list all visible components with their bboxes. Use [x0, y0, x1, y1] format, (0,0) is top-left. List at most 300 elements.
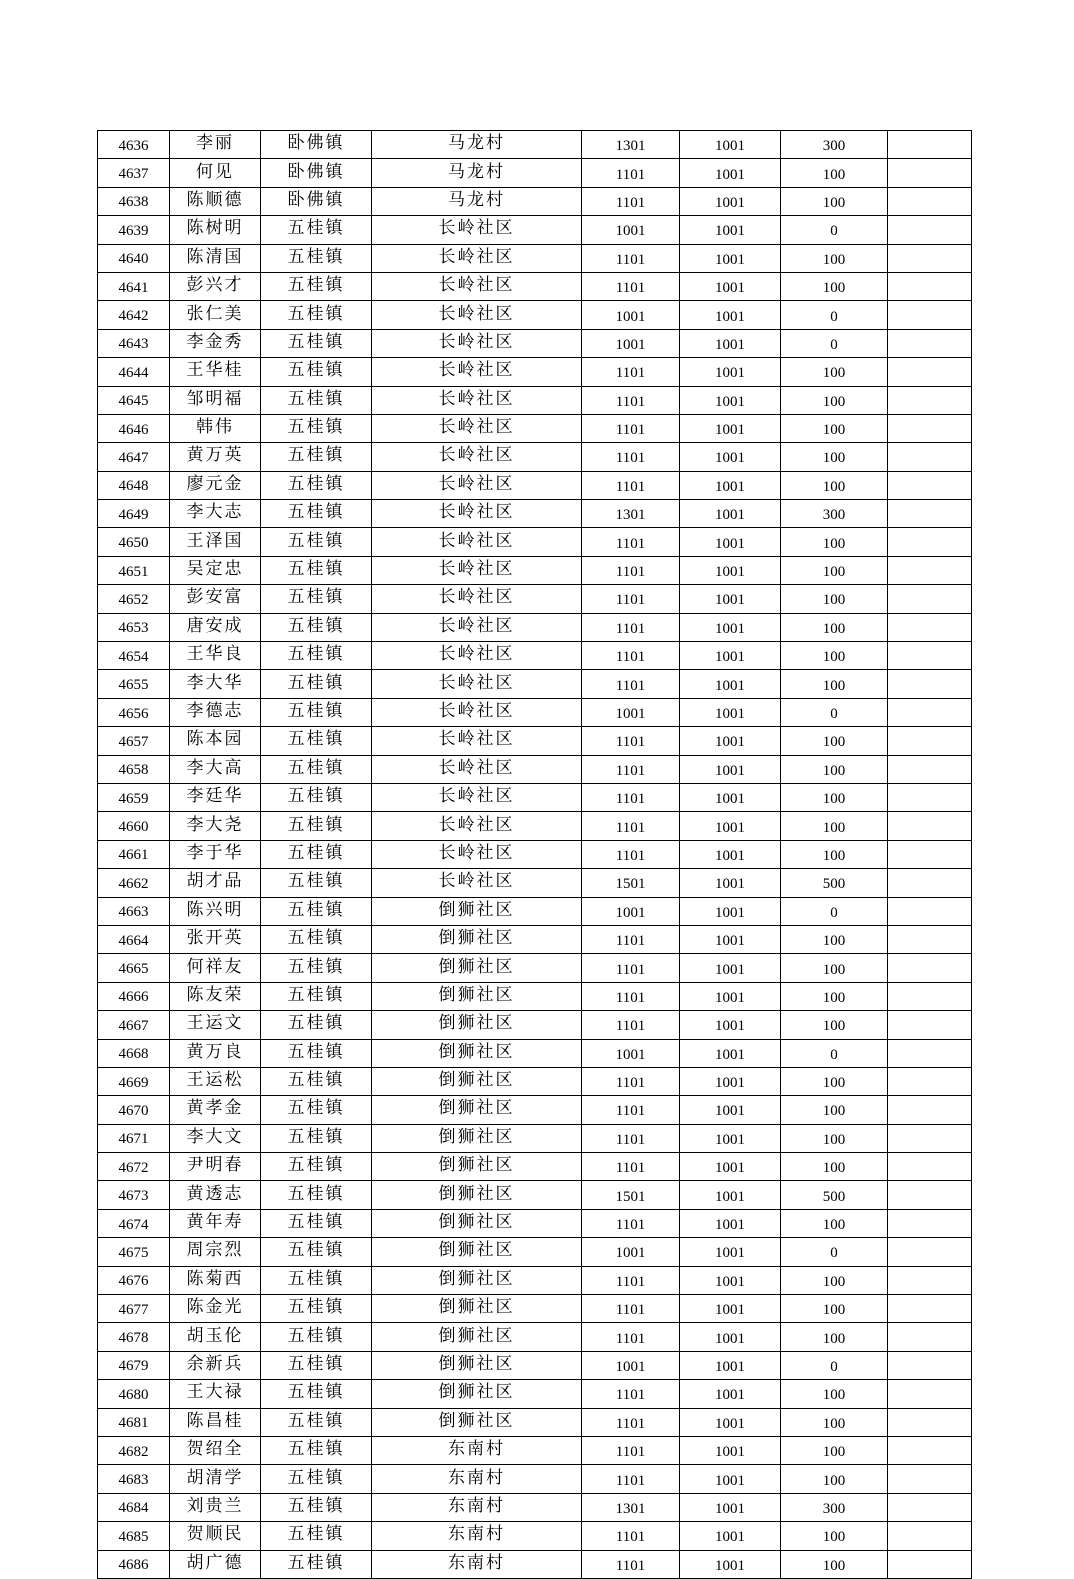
table-row: [98, 1067, 972, 1095]
town-cell: 五桂镇: [261, 755, 372, 783]
name-cell: 周宗烈: [170, 1238, 261, 1266]
code-b-cell: 1001: [680, 1266, 781, 1294]
code-b-cell: 1001: [680, 954, 781, 982]
amount-cell: 100: [781, 556, 888, 584]
name-cell: 陈菊西: [170, 1266, 261, 1294]
code-a-cell: 1101: [582, 386, 680, 414]
row-number-cell: 4657: [98, 727, 170, 755]
village-cell: 东南村: [372, 1522, 582, 1550]
village-cell: 东南村: [372, 1493, 582, 1521]
town-cell: 五桂镇: [261, 1380, 372, 1408]
name-cell: 王华良: [170, 642, 261, 670]
amount-cell: 100: [781, 727, 888, 755]
village-cell: 长岭社区: [372, 812, 582, 840]
code-b-cell: 1001: [680, 1153, 781, 1181]
code-a-cell: 1001: [582, 1351, 680, 1379]
table-row: [98, 1266, 972, 1294]
code-b-cell: 1001: [680, 443, 781, 471]
row-number-cell: 4638: [98, 187, 170, 215]
town-cell: 五桂镇: [261, 414, 372, 442]
name-cell: 王运松: [170, 1067, 261, 1095]
town-cell: 五桂镇: [261, 386, 372, 414]
amount-cell: 0: [781, 329, 888, 357]
town-cell: 五桂镇: [261, 1436, 372, 1464]
village-cell: 倒狮社区: [372, 1096, 582, 1124]
table-row: [98, 1380, 972, 1408]
town-cell: 五桂镇: [261, 358, 372, 386]
row-number-cell: 4669: [98, 1067, 170, 1095]
table-row: [98, 301, 972, 329]
town-cell: 五桂镇: [261, 244, 372, 272]
table-row: [98, 727, 972, 755]
code-b-cell: 1001: [680, 613, 781, 641]
code-b-cell: 1001: [680, 698, 781, 726]
code-a-cell: 1101: [582, 812, 680, 840]
code-a-cell: 1101: [582, 783, 680, 811]
table-row: [98, 869, 972, 897]
amount-cell: 100: [781, 1266, 888, 1294]
village-cell: 倒狮社区: [372, 1067, 582, 1095]
town-cell: 五桂镇: [261, 471, 372, 499]
town-cell: 五桂镇: [261, 1493, 372, 1521]
town-cell: 五桂镇: [261, 1295, 372, 1323]
name-cell: 陈金光: [170, 1295, 261, 1323]
town-cell: 卧佛镇: [261, 187, 372, 215]
town-cell: 卧佛镇: [261, 131, 372, 159]
amount-cell: 300: [781, 500, 888, 528]
row-number-cell: 4651: [98, 556, 170, 584]
code-b-cell: 1001: [680, 1124, 781, 1152]
row-number-cell: 4643: [98, 329, 170, 357]
code-a-cell: 1101: [582, 556, 680, 584]
village-cell: 马龙村: [372, 159, 582, 187]
code-b-cell: 1001: [680, 216, 781, 244]
code-a-cell: 1101: [582, 727, 680, 755]
table-row: [98, 272, 972, 300]
remark-cell: [888, 443, 972, 471]
village-cell: 倒狮社区: [372, 1408, 582, 1436]
name-cell: 唐安成: [170, 613, 261, 641]
village-cell: 长岭社区: [372, 272, 582, 300]
code-b-cell: 1001: [680, 1465, 781, 1493]
village-cell: 长岭社区: [372, 528, 582, 556]
table-row: [98, 1181, 972, 1209]
village-cell: 长岭社区: [372, 840, 582, 868]
table-row: [98, 500, 972, 528]
code-b-cell: 1001: [680, 925, 781, 953]
town-cell: 五桂镇: [261, 1209, 372, 1237]
code-a-cell: 1001: [582, 301, 680, 329]
code-b-cell: 1001: [680, 755, 781, 783]
code-a-cell: 1101: [582, 1124, 680, 1152]
remark-cell: [888, 897, 972, 925]
village-cell: 马龙村: [372, 131, 582, 159]
amount-cell: 100: [781, 670, 888, 698]
village-cell: 倒狮社区: [372, 897, 582, 925]
amount-cell: 100: [781, 159, 888, 187]
town-cell: 五桂镇: [261, 670, 372, 698]
remark-cell: [888, 1011, 972, 1039]
table-row: [98, 131, 972, 159]
amount-cell: 100: [781, 1323, 888, 1351]
town-cell: 五桂镇: [261, 1011, 372, 1039]
code-a-cell: 1101: [582, 925, 680, 953]
village-cell: 东南村: [372, 1550, 582, 1578]
name-cell: 彭兴才: [170, 272, 261, 300]
name-cell: 张仁美: [170, 301, 261, 329]
table-row: [98, 783, 972, 811]
town-cell: 五桂镇: [261, 642, 372, 670]
remark-cell: [888, 272, 972, 300]
amount-cell: 100: [781, 528, 888, 556]
remark-cell: [888, 216, 972, 244]
town-cell: 五桂镇: [261, 443, 372, 471]
table-row: [98, 897, 972, 925]
town-cell: 五桂镇: [261, 1351, 372, 1379]
village-cell: 倒狮社区: [372, 1238, 582, 1266]
remark-cell: [888, 670, 972, 698]
amount-cell: 100: [781, 1380, 888, 1408]
name-cell: 李金秀: [170, 329, 261, 357]
table-row: [98, 1408, 972, 1436]
remark-cell: [888, 840, 972, 868]
remark-cell: [888, 244, 972, 272]
town-cell: 五桂镇: [261, 812, 372, 840]
amount-cell: 100: [781, 613, 888, 641]
amount-cell: 100: [781, 1067, 888, 1095]
code-b-cell: 1001: [680, 670, 781, 698]
table-row: [98, 471, 972, 499]
table-row: [98, 358, 972, 386]
name-cell: 王泽国: [170, 528, 261, 556]
row-number-cell: 4637: [98, 159, 170, 187]
code-b-cell: 1001: [680, 1181, 781, 1209]
remark-cell: [888, 1436, 972, 1464]
name-cell: 尹明春: [170, 1153, 261, 1181]
town-cell: 五桂镇: [261, 1550, 372, 1578]
village-cell: 长岭社区: [372, 443, 582, 471]
amount-cell: 100: [781, 471, 888, 499]
amount-cell: 100: [781, 1209, 888, 1237]
amount-cell: 100: [781, 783, 888, 811]
row-number-cell: 4660: [98, 812, 170, 840]
name-cell: 王大禄: [170, 1380, 261, 1408]
row-number-cell: 4679: [98, 1351, 170, 1379]
row-number-cell: 4650: [98, 528, 170, 556]
code-b-cell: 1001: [680, 471, 781, 499]
table-row: [98, 1323, 972, 1351]
code-a-cell: 1301: [582, 500, 680, 528]
amount-cell: 100: [781, 244, 888, 272]
amount-cell: 100: [781, 812, 888, 840]
code-a-cell: 1101: [582, 1436, 680, 1464]
row-number-cell: 4675: [98, 1238, 170, 1266]
code-a-cell: 1001: [582, 1238, 680, 1266]
remark-cell: [888, 1465, 972, 1493]
name-cell: 陈友荣: [170, 982, 261, 1010]
remark-cell: [888, 1067, 972, 1095]
code-a-cell: 1101: [582, 670, 680, 698]
row-number-cell: 4671: [98, 1124, 170, 1152]
amount-cell: 100: [781, 272, 888, 300]
row-number-cell: 4684: [98, 1493, 170, 1521]
village-cell: 倒狮社区: [372, 1181, 582, 1209]
row-number-cell: 4681: [98, 1408, 170, 1436]
row-number-cell: 4668: [98, 1039, 170, 1067]
name-cell: 韩伟: [170, 414, 261, 442]
code-a-cell: 1101: [582, 1067, 680, 1095]
code-a-cell: 1101: [582, 159, 680, 187]
code-b-cell: 1001: [680, 1067, 781, 1095]
name-cell: 吴定忠: [170, 556, 261, 584]
code-b-cell: 1001: [680, 1238, 781, 1266]
row-number-cell: 4672: [98, 1153, 170, 1181]
code-b-cell: 1001: [680, 528, 781, 556]
amount-cell: 100: [781, 1295, 888, 1323]
code-b-cell: 1001: [680, 982, 781, 1010]
name-cell: 余新兵: [170, 1351, 261, 1379]
town-cell: 五桂镇: [261, 869, 372, 897]
town-cell: 五桂镇: [261, 982, 372, 1010]
village-cell: 倒狮社区: [372, 1266, 582, 1294]
village-cell: 长岭社区: [372, 556, 582, 584]
table-row: [98, 386, 972, 414]
table-row: [98, 954, 972, 982]
row-number-cell: 4641: [98, 272, 170, 300]
name-cell: 何见: [170, 159, 261, 187]
amount-cell: 300: [781, 1493, 888, 1521]
name-cell: 王华桂: [170, 358, 261, 386]
code-b-cell: 1001: [680, 244, 781, 272]
row-number-cell: 4648: [98, 471, 170, 499]
village-cell: 长岭社区: [372, 585, 582, 613]
name-cell: 黄透志: [170, 1181, 261, 1209]
code-a-cell: 1501: [582, 869, 680, 897]
name-cell: 张开英: [170, 925, 261, 953]
table-row: [98, 670, 972, 698]
town-cell: 五桂镇: [261, 840, 372, 868]
table-row: [98, 187, 972, 215]
town-cell: 五桂镇: [261, 1181, 372, 1209]
town-cell: 五桂镇: [261, 1096, 372, 1124]
table-row: [98, 1039, 972, 1067]
town-cell: 五桂镇: [261, 1266, 372, 1294]
village-cell: 长岭社区: [372, 783, 582, 811]
row-number-cell: 4682: [98, 1436, 170, 1464]
remark-cell: [888, 159, 972, 187]
name-cell: 彭安富: [170, 585, 261, 613]
code-a-cell: 1001: [582, 216, 680, 244]
amount-cell: 100: [781, 386, 888, 414]
code-a-cell: 1101: [582, 1323, 680, 1351]
row-number-cell: 4663: [98, 897, 170, 925]
amount-cell: 500: [781, 1181, 888, 1209]
name-cell: 李大志: [170, 500, 261, 528]
code-a-cell: 1101: [582, 1011, 680, 1039]
code-a-cell: 1101: [582, 1096, 680, 1124]
remark-cell: [888, 528, 972, 556]
code-b-cell: 1001: [680, 812, 781, 840]
amount-cell: 0: [781, 897, 888, 925]
name-cell: 胡玉伦: [170, 1323, 261, 1351]
name-cell: 廖元金: [170, 471, 261, 499]
code-b-cell: 1001: [680, 1522, 781, 1550]
code-a-cell: 1001: [582, 1039, 680, 1067]
table-row: [98, 1550, 972, 1578]
remark-cell: [888, 1323, 972, 1351]
row-number-cell: 4664: [98, 925, 170, 953]
code-b-cell: 1001: [680, 783, 781, 811]
village-cell: 东南村: [372, 1465, 582, 1493]
code-b-cell: 1001: [680, 869, 781, 897]
name-cell: 李大高: [170, 755, 261, 783]
code-a-cell: 1101: [582, 187, 680, 215]
code-a-cell: 1101: [582, 840, 680, 868]
row-number-cell: 4655: [98, 670, 170, 698]
row-number-cell: 4658: [98, 755, 170, 783]
name-cell: 李大华: [170, 670, 261, 698]
name-cell: 邹明福: [170, 386, 261, 414]
table-row: [98, 1522, 972, 1550]
code-a-cell: 1501: [582, 1181, 680, 1209]
row-number-cell: 4652: [98, 585, 170, 613]
remark-cell: [888, 1039, 972, 1067]
amount-cell: 100: [781, 1124, 888, 1152]
amount-cell: 300: [781, 131, 888, 159]
town-cell: 五桂镇: [261, 216, 372, 244]
remark-cell: [888, 187, 972, 215]
code-b-cell: 1001: [680, 1493, 781, 1521]
table-row: [98, 812, 972, 840]
code-b-cell: 1001: [680, 1011, 781, 1039]
remark-cell: [888, 698, 972, 726]
amount-cell: 100: [781, 585, 888, 613]
name-cell: 李大文: [170, 1124, 261, 1152]
name-cell: 胡才品: [170, 869, 261, 897]
table-row: [98, 1295, 972, 1323]
village-cell: 倒狮社区: [372, 1124, 582, 1152]
row-number-cell: 4649: [98, 500, 170, 528]
name-cell: 李大尧: [170, 812, 261, 840]
code-a-cell: 1101: [582, 954, 680, 982]
code-a-cell: 1101: [582, 1522, 680, 1550]
row-number-cell: 4678: [98, 1323, 170, 1351]
village-cell: 长岭社区: [372, 358, 582, 386]
town-cell: 五桂镇: [261, 954, 372, 982]
code-a-cell: 1001: [582, 329, 680, 357]
village-cell: 倒狮社区: [372, 954, 582, 982]
code-a-cell: 1101: [582, 471, 680, 499]
name-cell: 陈树明: [170, 216, 261, 244]
row-number-cell: 4640: [98, 244, 170, 272]
code-b-cell: 1001: [680, 556, 781, 584]
town-cell: 五桂镇: [261, 783, 372, 811]
remark-cell: [888, 869, 972, 897]
row-number-cell: 4646: [98, 414, 170, 442]
table-row: [98, 613, 972, 641]
remark-cell: [888, 1550, 972, 1578]
remark-cell: [888, 954, 972, 982]
name-cell: 贺绍全: [170, 1436, 261, 1464]
table-row: [98, 585, 972, 613]
code-b-cell: 1001: [680, 1550, 781, 1578]
amount-cell: 100: [781, 1465, 888, 1493]
remark-cell: [888, 1493, 972, 1521]
amount-cell: 0: [781, 1351, 888, 1379]
town-cell: 五桂镇: [261, 585, 372, 613]
town-cell: 五桂镇: [261, 613, 372, 641]
village-cell: 倒狮社区: [372, 1380, 582, 1408]
table-body: [98, 131, 972, 1579]
town-cell: 五桂镇: [261, 1465, 372, 1493]
row-number-cell: 4661: [98, 840, 170, 868]
town-cell: 五桂镇: [261, 1153, 372, 1181]
remark-cell: [888, 727, 972, 755]
name-cell: 陈兴明: [170, 897, 261, 925]
remark-cell: [888, 131, 972, 159]
row-number-cell: 4653: [98, 613, 170, 641]
remark-cell: [888, 1266, 972, 1294]
remark-cell: [888, 585, 972, 613]
remark-cell: [888, 1181, 972, 1209]
table-row: [98, 840, 972, 868]
amount-cell: 100: [781, 443, 888, 471]
town-cell: 五桂镇: [261, 1124, 372, 1152]
amount-cell: 100: [781, 925, 888, 953]
table-row: [98, 1436, 972, 1464]
code-b-cell: 1001: [680, 1209, 781, 1237]
town-cell: 五桂镇: [261, 925, 372, 953]
code-a-cell: 1101: [582, 1266, 680, 1294]
code-b-cell: 1001: [680, 1380, 781, 1408]
row-number-cell: 4676: [98, 1266, 170, 1294]
village-cell: 长岭社区: [372, 670, 582, 698]
table-row: [98, 1124, 972, 1152]
remark-cell: [888, 1124, 972, 1152]
name-cell: 陈顺德: [170, 187, 261, 215]
remark-cell: [888, 1380, 972, 1408]
amount-cell: 0: [781, 1039, 888, 1067]
name-cell: 黄万良: [170, 1039, 261, 1067]
row-number-cell: 4645: [98, 386, 170, 414]
code-a-cell: 1101: [582, 244, 680, 272]
code-b-cell: 1001: [680, 272, 781, 300]
village-cell: 长岭社区: [372, 301, 582, 329]
village-cell: 长岭社区: [372, 216, 582, 244]
code-b-cell: 1001: [680, 1436, 781, 1464]
code-a-cell: 1101: [582, 1295, 680, 1323]
village-cell: 长岭社区: [372, 244, 582, 272]
remark-cell: [888, 1408, 972, 1436]
code-a-cell: 1101: [582, 272, 680, 300]
row-number-cell: 4644: [98, 358, 170, 386]
code-b-cell: 1001: [680, 897, 781, 925]
name-cell: 李德志: [170, 698, 261, 726]
code-b-cell: 1001: [680, 386, 781, 414]
code-a-cell: 1301: [582, 131, 680, 159]
amount-cell: 100: [781, 840, 888, 868]
name-cell: 胡清学: [170, 1465, 261, 1493]
code-a-cell: 1101: [582, 982, 680, 1010]
amount-cell: 100: [781, 414, 888, 442]
code-b-cell: 1001: [680, 840, 781, 868]
remark-cell: [888, 1096, 972, 1124]
village-cell: 长岭社区: [372, 386, 582, 414]
code-a-cell: 1301: [582, 1493, 680, 1521]
remark-cell: [888, 1238, 972, 1266]
code-a-cell: 1101: [582, 528, 680, 556]
table-row: [98, 642, 972, 670]
